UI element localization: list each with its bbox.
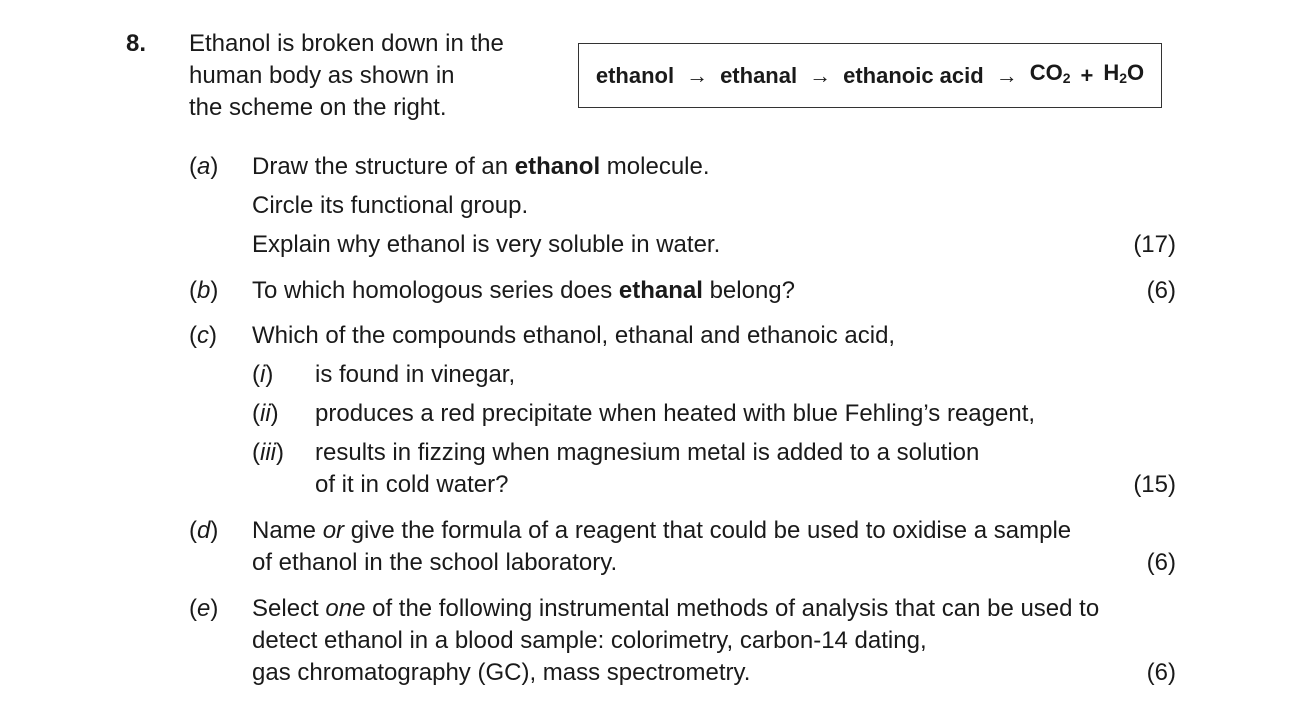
part-c-i-label: (i) bbox=[252, 361, 274, 388]
right-arrow-icon: → bbox=[995, 62, 1018, 88]
part-c-iii-text-1: results in fizzing when magnesium metal is added to a solution bbox=[315, 439, 980, 466]
part-c-label: (c) bbox=[189, 322, 217, 349]
question-number: 8. bbox=[126, 30, 147, 57]
part-c-iii-label: (iii) bbox=[252, 439, 284, 466]
part-d-label: (d) bbox=[189, 517, 219, 544]
right-arrow-icon: → bbox=[686, 62, 709, 88]
intro-line-2: human body as shown in bbox=[189, 62, 455, 89]
scheme-ethanol: ethanol bbox=[595, 62, 675, 88]
scheme-plus: + bbox=[1080, 62, 1094, 88]
part-e-line-2: detect ethanol in a blood sample: colorimetry, carbon-14 dating, bbox=[252, 627, 927, 654]
part-e-line-3: gas chromatography (GC), mass spectrometry. bbox=[252, 659, 751, 686]
part-b-label: (b) bbox=[189, 277, 219, 304]
scheme-ethanoic-acid: ethanoic acid bbox=[843, 62, 984, 88]
part-d-line-1: Name or give the formula of a reagent that could be used to oxidise a sample bbox=[252, 517, 1072, 544]
part-b-marks: (6) bbox=[1146, 277, 1176, 304]
part-d-marks: (6) bbox=[1146, 549, 1176, 576]
part-c-ii-label: (ii) bbox=[252, 400, 279, 427]
part-a-line-1: Draw the structure of an ethanol molecule. bbox=[252, 153, 710, 180]
part-c-iii-text-2: of it in cold water? bbox=[315, 471, 509, 498]
reaction-scheme-box bbox=[578, 43, 1162, 108]
part-e-label: (e) bbox=[189, 595, 219, 622]
part-c-ii-text: produces a red precipitate when heated with blue Fehling’s reagent, bbox=[315, 400, 1036, 427]
part-a-line-2: Circle its functional group. bbox=[252, 192, 529, 219]
part-a-line-3: Explain why ethanol is very soluble in water. bbox=[252, 231, 721, 258]
right-arrow-icon: → bbox=[809, 62, 832, 88]
intro-line-1: Ethanol is broken down in the bbox=[189, 30, 504, 57]
part-b-text: To which homologous series does ethanal belong? bbox=[252, 277, 795, 304]
part-c-i-text: is found in vinegar, bbox=[315, 361, 516, 388]
part-c-marks: (15) bbox=[1133, 471, 1176, 498]
part-e-marks: (6) bbox=[1146, 659, 1176, 686]
scheme-co2: $CO_2$ bbox=[1029, 60, 1071, 86]
part-a-marks: (17) bbox=[1133, 231, 1176, 258]
intro-line-3: the scheme on the right. bbox=[189, 94, 447, 121]
part-c-line-1: Which of the compounds ethanol, ethanal and ethanoic acid, bbox=[252, 322, 896, 349]
part-a-label: (a) bbox=[189, 153, 219, 180]
part-e-line-1: Select one of the following instrumental methods of analysis that can be used to bbox=[252, 595, 1100, 622]
part-d-line-2: of ethanol in the school laboratory. bbox=[252, 549, 618, 576]
scheme-ethanal: ethanal bbox=[720, 62, 798, 88]
scheme-h2o: $H_2O$ bbox=[1103, 60, 1145, 86]
